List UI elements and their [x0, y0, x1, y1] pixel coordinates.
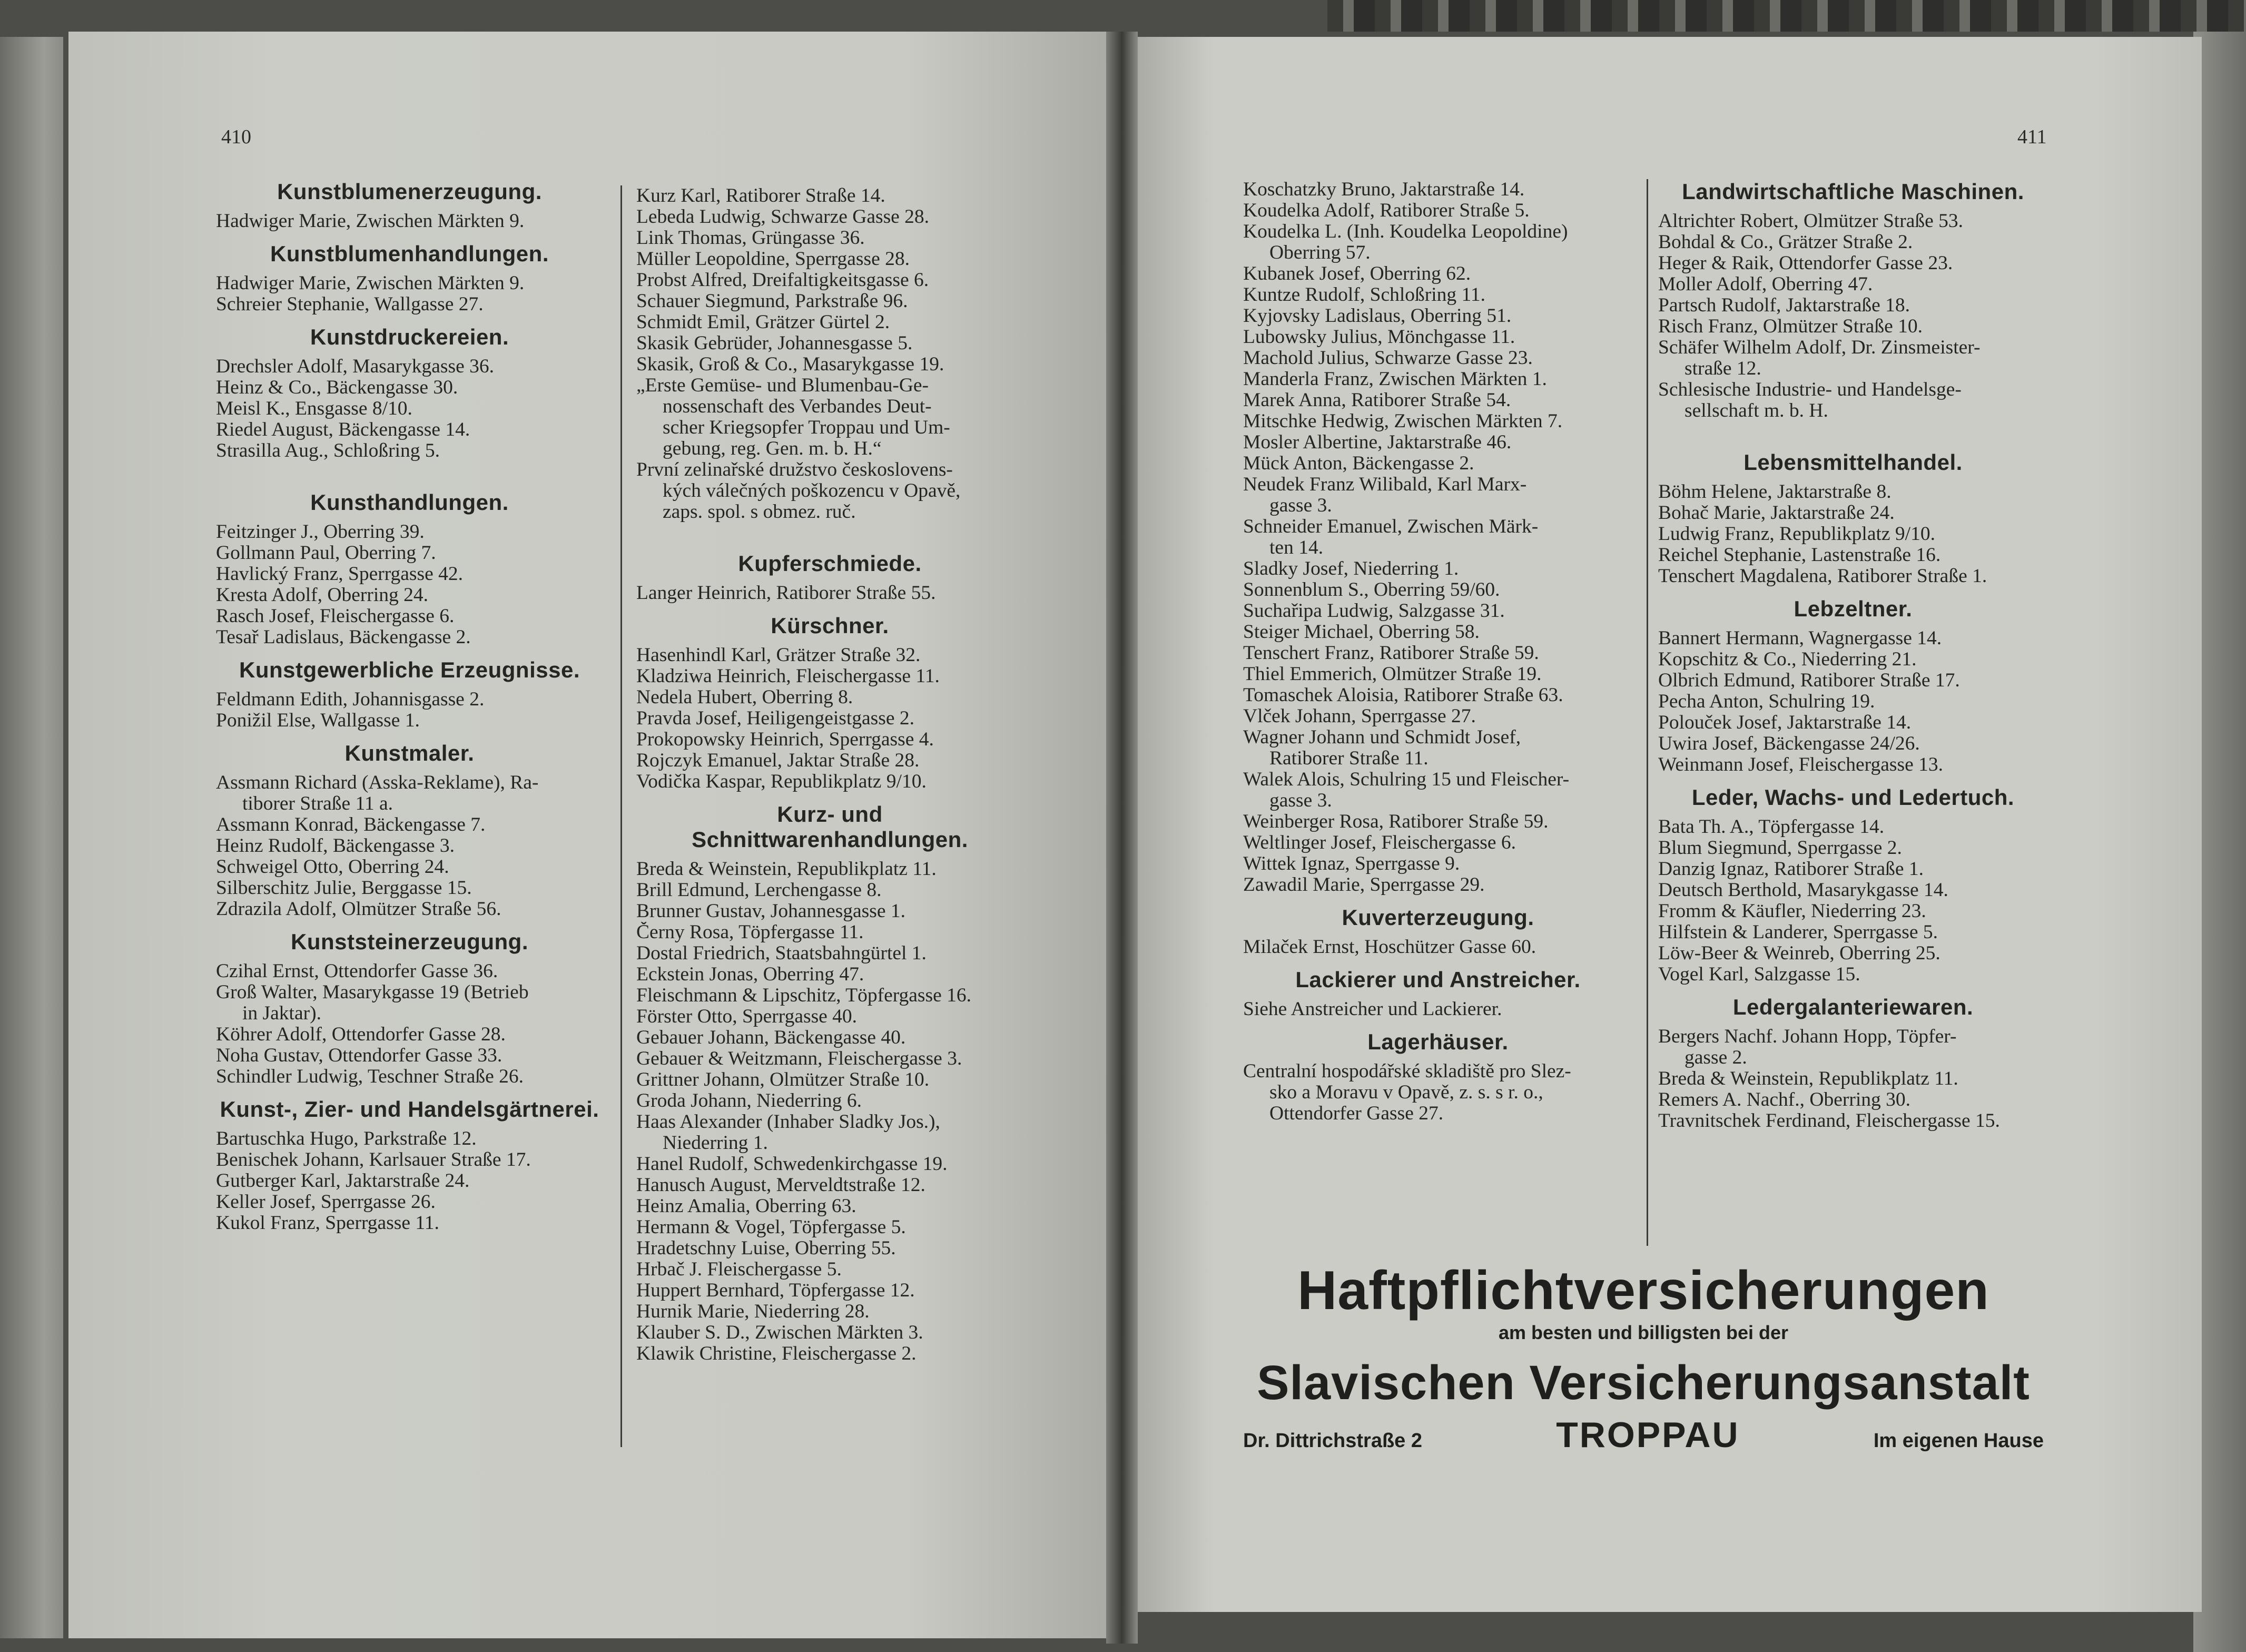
directory-entry: Tesař Ladislaus, Bäckengasse 2. — [216, 627, 471, 648]
directory-entry: Vlček Johann, Sperrgasse 27. — [1243, 706, 1476, 727]
directory-entry: Bergers Nachf. Johann Hopp, Töpfer- — [1658, 1026, 1957, 1047]
directory-entry: Assmann Konrad, Bäckengasse 7. — [216, 814, 486, 835]
spacer — [216, 461, 603, 480]
directory-entry: Dostal Friedrich, Staatsbahngürtel 1. — [636, 943, 927, 964]
directory-entry: Blum Siegmund, Sperrgasse 2. — [1658, 838, 1902, 859]
directory-entry-continuation: gasse 2. — [1684, 1047, 1747, 1068]
directory-entry: Klauber S. D., Zwischen Märkten 3. — [636, 1322, 923, 1343]
directory-entry-continuation: gasse 3. — [1269, 790, 1332, 811]
section-heading: Lebensmittelhandel. — [1743, 450, 1963, 475]
section-heading: Kunstdruckereien. — [310, 324, 509, 349]
directory-entry: Heinz Amalia, Oberring 63. — [636, 1196, 856, 1217]
directory-entry: Hermann & Vogel, Töpfergasse 5. — [636, 1217, 906, 1238]
directory-entry: Link Thomas, Grüngasse 36. — [636, 228, 865, 249]
directory-entry: Weltlinger Josef, Fleischergasse 6. — [1243, 832, 1516, 853]
section-heading: Kunstgewerbliche Erzeugnisse. — [239, 657, 580, 682]
directory-entry: Keller Josef, Sperrgasse 26. — [216, 1192, 436, 1213]
directory-entry: Fleischmann & Lipschitz, Töpfergasse 16. — [636, 985, 971, 1006]
directory-entry: Havlický Franz, Sperrgasse 42. — [216, 564, 463, 585]
directory-entry: Partsch Rudolf, Jaktarstraße 18. — [1658, 295, 1910, 316]
directory-entry: Weinmann Josef, Fleischergasse 13. — [1658, 754, 1943, 775]
directory-entry-continuation: in Jaktar). — [242, 1003, 321, 1024]
ad-footer-row — [1243, 1414, 2044, 1456]
directory-entry: Köhrer Adolf, Ottendorfer Gasse 28. — [216, 1024, 506, 1045]
directory-entry: Moller Adolf, Oberring 47. — [1658, 274, 1873, 295]
directory-entry: Förster Otto, Sperrgasse 40. — [636, 1006, 858, 1027]
directory-entry: Probst Alfred, Dreifaltigkeitsgasse 6. — [636, 270, 929, 291]
directory-entry: Manderla Franz, Zwischen Märkten 1. — [1243, 369, 1547, 390]
directory-entry: Mück Anton, Bäckengasse 2. — [1243, 453, 1474, 474]
directory-entry: Grittner Johann, Olmützer Straße 10. — [636, 1069, 930, 1090]
directory-entry: Kurz Karl, Ratiborer Straße 14. — [636, 185, 885, 206]
directory-entry: Eckstein Jonas, Oberring 47. — [636, 964, 864, 985]
directory-entry: Tenschert Magdalena, Ratiborer Straße 1. — [1658, 566, 1987, 587]
directory-entry: Pravda Josef, Heiligengeistgasse 2. — [636, 708, 915, 729]
section-heading: Kunsthandlungen. — [310, 490, 509, 515]
directory-entry: Weinberger Rosa, Ratiborer Straße 59. — [1243, 811, 1549, 832]
book-edge-left — [0, 37, 63, 1638]
directory-entry: Uwira Josef, Bäckengasse 24/26. — [1658, 733, 1920, 754]
directory-entry-continuation: gebung, reg. Gen. m. b. H.“ — [663, 438, 882, 459]
section-heading: Kunstmaler. — [344, 741, 475, 765]
section-heading: Kunststeinerzeugung. — [290, 929, 529, 954]
directory-entry: První zelinařské družstvo českoslovens- — [636, 459, 953, 480]
directory-entry: Remers A. Nachf., Oberring 30. — [1658, 1089, 1911, 1110]
directory-entry: Rasch Josef, Fleischergasse 6. — [216, 606, 455, 627]
directory-entry: Silberschitz Julie, Berggasse 15. — [216, 878, 472, 899]
directory-entry: Hradetschny Luise, Oberring 55. — [636, 1238, 896, 1259]
section-heading: Kunst-, Zier- und Handelsgärtnerei. — [220, 1097, 599, 1122]
right-page-column-2 — [1658, 179, 2048, 1132]
left-page-column-1 — [216, 179, 603, 1234]
directory-entry: Vodička Kaspar, Republikplatz 9/10. — [636, 771, 927, 792]
directory-entry: Böhm Helene, Jaktarstraße 8. — [1658, 481, 1892, 503]
directory-entry: Pecha Anton, Schulring 19. — [1658, 691, 1875, 712]
directory-entry: Suchařipa Ludwig, Salzgasse 31. — [1243, 601, 1505, 622]
column-divider-left — [620, 185, 622, 1447]
directory-entry: Tomaschek Aloisia, Ratiborer Straße 63. — [1243, 685, 1563, 706]
section-heading: Kurz- und Schnittwarenhandlungen. — [692, 802, 968, 852]
directory-entry: Löw-Beer & Weinreb, Oberring 25. — [1658, 943, 1940, 964]
directory-entry: Wittek Ignaz, Sperrgasse 9. — [1243, 853, 1460, 874]
directory-entry: Kukol Franz, Sperrgasse 11. — [216, 1213, 439, 1234]
directory-entry-continuation: scher Kriegsopfer Troppau und Um- — [663, 417, 950, 438]
directory-entry: Hadwiger Marie, Zwischen Märkten 9. — [216, 273, 525, 294]
directory-entry-continuation: kých válečných poškozencu v Opavě, — [663, 480, 961, 502]
directory-entry: Kopschitz & Co., Niederring 21. — [1658, 649, 1917, 670]
directory-entry: Schäfer Wilhelm Adolf, Dr. Zinsmeister- — [1658, 337, 1981, 358]
directory-entry: „Erste Gemüse- und Blumenbau-Ge- — [636, 375, 929, 396]
directory-entry-continuation: gasse 3. — [1269, 495, 1332, 516]
directory-entry: Hrbač J. Fleischergasse 5. — [636, 1259, 842, 1280]
directory-entry: Schmidt Emil, Grätzer Gürtel 2. — [636, 312, 890, 333]
directory-entry-continuation: sellschaft m. b. H. — [1684, 400, 1828, 421]
directory-entry: Bartuschka Hugo, Parkstraße 12. — [216, 1128, 477, 1149]
directory-entry: Bata Th. A., Töpfergasse 14. — [1658, 817, 1885, 838]
directory-entry: Kyjovsky Ladislaus, Oberring 51. — [1243, 306, 1512, 327]
directory-entry: Mitschke Hedwig, Zwischen Märkten 7. — [1243, 411, 1563, 432]
directory-entry: Noha Gustav, Ottendorfer Gasse 33. — [216, 1045, 503, 1066]
directory-entry: Marek Anna, Ratiborer Straße 54. — [1243, 390, 1511, 411]
directory-entry: Steiger Michael, Oberring 58. — [1243, 622, 1480, 643]
directory-entry: Ludwig Franz, Republikplatz 9/10. — [1658, 524, 1935, 545]
directory-entry: Thiel Emmerich, Olmützer Straße 19. — [1243, 664, 1542, 685]
section-heading: Lagerhäuser. — [1367, 1029, 1509, 1054]
directory-entry: Deutsch Berthold, Masarykgasse 14. — [1658, 880, 1948, 901]
directory-entry: Hurnik Marie, Niederring 28. — [636, 1301, 870, 1322]
book-gutter — [1106, 32, 1138, 1644]
ad-city: TROPPAU — [1556, 1415, 1740, 1455]
directory-entry: Milaček Ernst, Hoschützer Gasse 60. — [1243, 937, 1536, 958]
directory-entry: Lubowsky Julius, Mönchgasse 11. — [1243, 327, 1515, 348]
directory-entry: Gebauer Johann, Bäckengasse 40. — [636, 1027, 906, 1048]
directory-entry: Koschatzky Bruno, Jaktarstraße 14. — [1243, 179, 1525, 200]
directory-entry: Benischek Johann, Karlsauer Straße 17. — [216, 1149, 531, 1171]
directory-entry: Groß Walter, Masarykgasse 19 (Betrieb — [216, 982, 529, 1003]
book-edge-top — [1327, 0, 2246, 32]
section-heading: Lackierer und Anstreicher. — [1295, 967, 1581, 992]
directory-entry: Koudelka Adolf, Ratiborer Straße 5. — [1243, 200, 1530, 221]
section-heading: Ledergalanteriewaren. — [1732, 995, 1974, 1019]
directory-entry: Siehe Anstreicher und Lackierer. — [1243, 999, 1502, 1020]
left-page-column-2 — [636, 185, 1023, 1364]
section-heading: Kuverterzeugung. — [1342, 905, 1534, 930]
directory-entry: Huppert Bernhard, Töpfergasse 12. — [636, 1280, 915, 1301]
ad-company-name: Slavischen Versicherungsanstalt — [1257, 1356, 2030, 1410]
ad-address: Dr. Dittrichstraße 2 — [1243, 1430, 1422, 1452]
directory-entry: Kubanek Josef, Oberring 62. — [1243, 263, 1471, 284]
directory-entry-continuation: Oberring 57. — [1269, 242, 1371, 263]
directory-entry: Fromm & Käufler, Niederring 23. — [1658, 901, 1926, 922]
ad-subline: am besten und billigsten bei der — [1498, 1322, 1789, 1343]
directory-entry: Skasik, Groß & Co., Masarykgasse 19. — [636, 354, 944, 375]
directory-entry: Centralní hospodářské skladiště pro Slez- — [1243, 1061, 1571, 1082]
directory-entry: Walek Alois, Schulring 15 und Fleischer- — [1243, 769, 1570, 790]
directory-entry: Wagner Johann und Schmidt Josef, — [1243, 727, 1521, 748]
directory-entry: Nedela Hubert, Oberring 8. — [636, 687, 853, 708]
directory-entry: Schneider Emanuel, Zwischen Märk- — [1243, 516, 1539, 537]
directory-entry: Haas Alexander (Inhaber Sladky Jos.), — [636, 1112, 940, 1133]
directory-entry-continuation: sko a Moravu v Opavě, z. s. s r. o., — [1269, 1082, 1543, 1103]
directory-entry: Koudelka L. (Inh. Koudelka Leopoldine) — [1243, 221, 1568, 242]
section-heading: Kunstblumenhandlungen. — [270, 241, 549, 266]
directory-entry: Brill Edmund, Lerchengasse 8. — [636, 880, 882, 901]
directory-entry: Zawadil Marie, Sperrgasse 29. — [1243, 874, 1485, 896]
directory-entry: Breda & Weinstein, Republikplatz 11. — [1658, 1068, 1958, 1089]
column-divider-right — [1647, 179, 1648, 1246]
directory-entry: Gollmann Paul, Oberring 7. — [216, 543, 436, 564]
directory-entry: Schauer Siegmund, Parkstraße 96. — [636, 291, 908, 312]
directory-entry-continuation: Ratiborer Straße 11. — [1269, 748, 1429, 769]
page-number-right: 411 — [2017, 126, 2047, 148]
directory-entry: Schindler Ludwig, Teschner Straße 26. — [216, 1066, 524, 1087]
directory-entry: Assmann Richard (Asska-Reklame), Ra- — [216, 772, 539, 793]
directory-entry: Gebauer & Weitzmann, Fleischergasse 3. — [636, 1048, 962, 1069]
directory-entry: Hasenhindl Karl, Grätzer Straße 32. — [636, 645, 921, 666]
directory-entry: Drechsler Adolf, Masarykgasse 36. — [216, 356, 494, 377]
section-heading: Landwirtschaftliche Maschinen. — [1682, 179, 2024, 204]
directory-entry: Schweigel Otto, Oberring 24. — [216, 857, 449, 878]
directory-entry: Sladky Josef, Niederring 1. — [1243, 558, 1459, 579]
directory-entry: Mosler Albertine, Jaktarstraße 46. — [1243, 432, 1512, 453]
section-heading: Kupferschmiede. — [738, 551, 922, 576]
directory-entry: Klawik Christine, Fleischergasse 2. — [636, 1343, 917, 1364]
insurance-advertisement — [1243, 1262, 2044, 1456]
directory-entry: Vogel Karl, Salzgasse 15. — [1658, 964, 1860, 985]
directory-entry: Kresta Adolf, Oberring 24. — [216, 585, 429, 606]
directory-entry: Hilfstein & Landerer, Sperrgasse 5. — [1658, 922, 1938, 943]
directory-entry: Riedel August, Bäckengasse 14. — [216, 419, 470, 440]
directory-entry: Prokopowsky Heinrich, Sperrgasse 4. — [636, 729, 934, 750]
directory-entry: Heger & Raik, Ottendorfer Gasse 23. — [1658, 253, 1953, 274]
directory-entry: Heinz & Co., Bäckengasse 30. — [216, 377, 458, 398]
directory-entry: Bannert Hermann, Wagnergasse 14. — [1658, 628, 1942, 649]
directory-entry: Bohdal & Co., Grätzer Straße 2. — [1658, 232, 1913, 253]
directory-entry: Bohač Marie, Jaktarstraße 24. — [1658, 503, 1895, 524]
directory-entry: Meisl K., Ensgasse 8/10. — [216, 398, 412, 419]
directory-entry: Černy Rosa, Töpfergasse 11. — [636, 922, 864, 943]
directory-entry: Schreier Stephanie, Wallgasse 27. — [216, 294, 484, 315]
directory-entry: Czihal Ernst, Ottendorfer Gasse 36. — [216, 961, 498, 982]
directory-entry: Groda Johann, Niederring 6. — [636, 1090, 862, 1112]
directory-entry: Schlesische Industrie- und Handelsge- — [1658, 379, 1962, 400]
page-number-left: 410 — [221, 126, 251, 148]
directory-entry: Reichel Stephanie, Lastenstraße 16. — [1658, 545, 1941, 566]
directory-entry: Olbrich Edmund, Ratiborer Straße 17. — [1658, 670, 1960, 691]
section-heading: Kürschner. — [771, 613, 889, 638]
directory-entry-continuation: Niederring 1. — [663, 1133, 768, 1154]
section-heading: Leder, Wachs- und Ledertuch. — [1691, 785, 2015, 810]
directory-entry: Tenschert Franz, Ratiborer Straße 59. — [1243, 643, 1539, 664]
directory-entry: Danzig Ignaz, Ratiborer Straße 1. — [1658, 859, 1924, 880]
directory-entry: Hanusch August, Merveldtstraße 12. — [636, 1175, 925, 1196]
directory-entry: Travnitschek Ferdinand, Fleischergasse 15. — [1658, 1110, 2000, 1132]
directory-entry: Kuntze Rudolf, Schloßring 11. — [1243, 284, 1486, 306]
directory-entry-continuation: tiborer Straße 11 a. — [242, 793, 393, 814]
directory-entry: Altrichter Robert, Olmützer Straße 53. — [1658, 211, 1963, 232]
directory-entry: Gutberger Karl, Jaktarstraße 24. — [216, 1171, 470, 1192]
directory-entry: Heinz Rudolf, Bäckengasse 3. — [216, 835, 455, 857]
directory-entry: Sonnenblum S., Oberring 59/60. — [1243, 579, 1500, 601]
directory-entry-continuation: Ottendorfer Gasse 27. — [1269, 1103, 1444, 1124]
directory-entry-continuation: ten 14. — [1269, 537, 1324, 558]
directory-entry: Langer Heinrich, Ratiborer Straße 55. — [636, 583, 936, 604]
directory-entry-continuation: straße 12. — [1684, 358, 1761, 379]
ad-note: Im eigenen Hause — [1873, 1430, 2044, 1452]
directory-entry: Kladziwa Heinrich, Fleischergasse 11. — [636, 666, 940, 687]
directory-entry: Ponižil Else, Wallgasse 1. — [216, 710, 420, 731]
directory-entry: Lebeda Ludwig, Schwarze Gasse 28. — [636, 206, 930, 228]
directory-entry: Müller Leopoldine, Sperrgasse 28. — [636, 249, 910, 270]
directory-entry: Risch Franz, Olmützer Straße 10. — [1658, 316, 1923, 337]
directory-entry: Brunner Gustav, Johannesgasse 1. — [636, 901, 906, 922]
directory-entry-continuation: zaps. spol. s obmez. ruč. — [663, 502, 856, 523]
directory-entry: Hanel Rudolf, Schwedenkirchgasse 19. — [636, 1154, 948, 1175]
directory-entry: Rojczyk Emanuel, Jaktar Straße 28. — [636, 750, 920, 771]
directory-entry: Polouček Josef, Jaktarstraße 14. — [1658, 712, 1912, 733]
directory-entry: Machold Julius, Schwarze Gasse 23. — [1243, 348, 1533, 369]
directory-entry: Feitzinger J., Oberring 39. — [216, 522, 425, 543]
directory-entry: Skasik Gebrüder, Johannesgasse 5. — [636, 333, 913, 354]
directory-entry: Strasilla Aug., Schloßring 5. — [216, 440, 440, 461]
spacer — [636, 523, 1023, 542]
section-heading: Kunstblumenerzeugung. — [277, 179, 542, 204]
ad-headline: Haftpflichtversicherungen — [1297, 1260, 1989, 1321]
directory-entry-continuation: nossenschaft des Verbandes Deut- — [663, 396, 932, 417]
directory-entry: Breda & Weinstein, Republikplatz 11. — [636, 859, 937, 880]
directory-entry: Neudek Franz Wilibald, Karl Marx- — [1243, 474, 1527, 495]
directory-entry: Feldmann Edith, Johannisgasse 2. — [216, 689, 485, 710]
section-heading: Lebzeltner. — [1794, 596, 1913, 621]
directory-entry: Zdrazila Adolf, Olmützer Straße 56. — [216, 899, 501, 920]
spacer — [1658, 421, 2048, 440]
directory-entry: Hadwiger Marie, Zwischen Märkten 9. — [216, 211, 525, 232]
right-page-column-1 — [1243, 179, 1633, 1124]
